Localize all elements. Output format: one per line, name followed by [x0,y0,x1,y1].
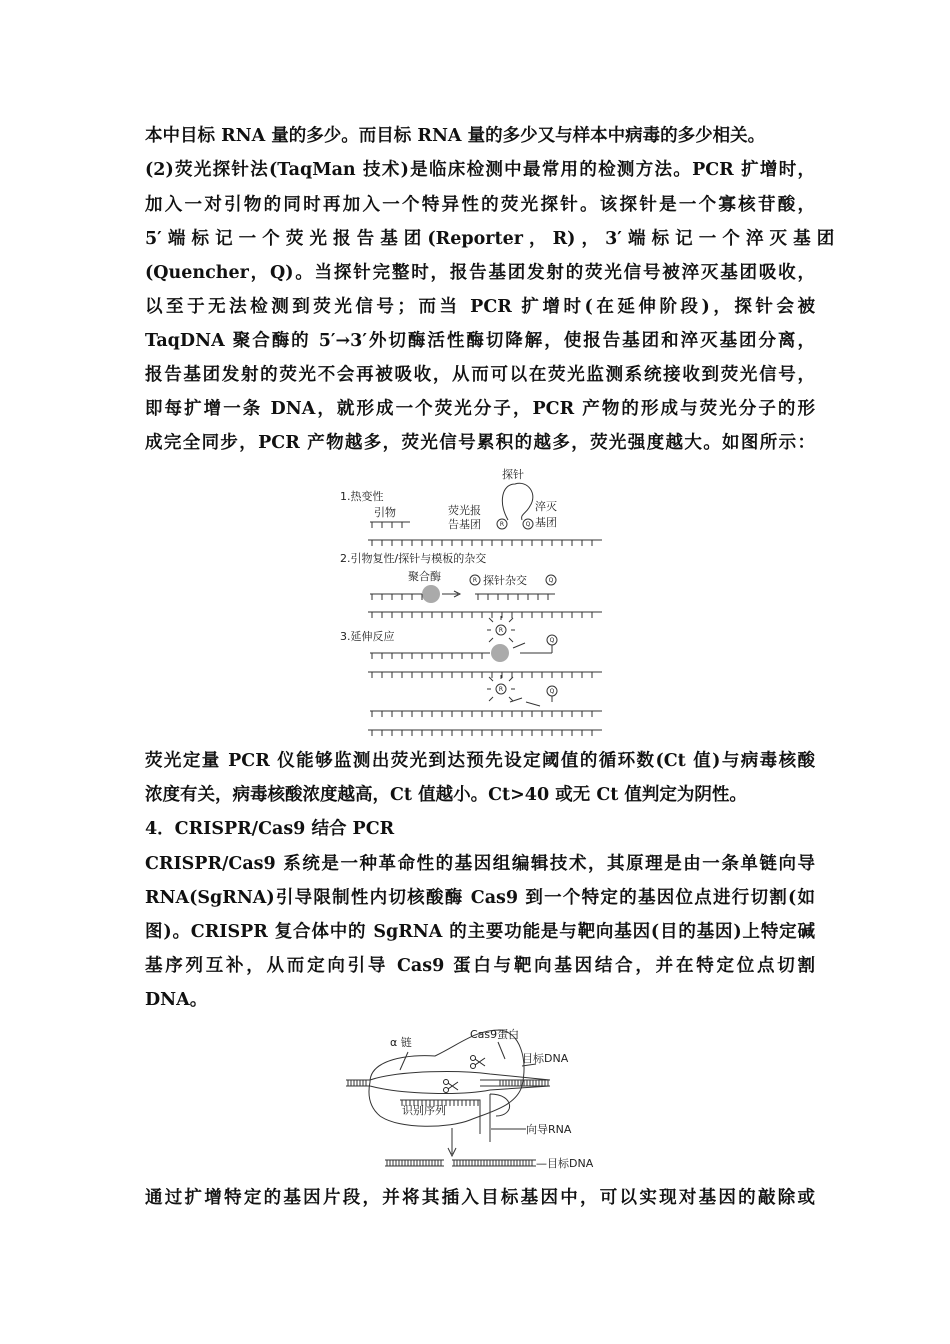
primer-label: 引物 [374,506,396,519]
text-line: (2)荧光探针法(TaqMan 技术)是临床检测中最常用的检测方法。PCR 扩增时， [145,160,815,180]
target-dna-bottom-label: —目标DNA [536,1157,594,1170]
section-heading: 4．CRISPR/Cas9 结合 PCR [145,819,395,839]
text-line: TaqDNA 聚合酶的 5′→3′外切酶活性酶切降解，使报告基团和淬灭基团分离， [145,331,815,351]
q-mark: Q [525,521,531,528]
r-mark: R [499,521,505,528]
text-line: 加入一对引物的同时再加入一个特异性的荧光探针。该探针是一个寡核苷酸， [145,195,815,215]
text-line: 报告基团发射的荧光不会再被吸收，从而可以在荧光监测系统接收到荧光信号， [145,365,815,385]
r-mark: R [498,686,504,693]
text-line: RNA(SgRNA)引导限制性内切核酸酶 Cas9 到一个特定的基因位点进行切割(如 [145,888,815,908]
polymerase-shape [491,644,509,662]
text-line: 本中目标 RNA 量的多少。而目标 RNA 量的多少又与样本中病毒的多少相关。 [145,126,766,146]
step3-label: 3.延伸反应 [340,630,395,643]
text-line: DNA。 [145,990,208,1010]
quencher-label: 淬灭 [535,500,557,513]
text-line: 成完全同步，PCR 产物越多，荧光信号累积的越多，荧光强度越大。如图所示： [145,433,815,453]
quencher-label: 基团 [535,516,557,529]
r-mark: R [472,577,478,584]
target-dna-label: 目标DNA [522,1052,569,1065]
step2-label: 2.引物复性/探针与模板的杂交 [340,552,487,565]
alpha-chain-label: α 链 [390,1036,412,1049]
text-line: CRISPR/Cas9 系统是一种革命性的基因组编辑技术，其原理是由一条单链向导 [145,854,815,874]
polymerase-shape [422,585,440,603]
q-mark: Q [549,688,555,695]
reporter-label: 告基团 [448,518,481,531]
probe-label: 探针 [502,468,524,481]
reporter-label: 荧光报 [448,504,481,517]
text-line: 5′ 端 标 记 一 个 荧 光 报 告 基 团 (Reporter ， R) ， 3′ 端 标 记 一 个 淬 灭 基 团 [145,229,835,249]
step1-label: 1.热变性 [340,490,384,503]
text-line: 浓度有关，病毒核酸浓度越高，Ct 值越小。Ct>40 或无 Ct 值判定为阴性。 [145,785,747,805]
cas9-protein-label: Cas9蛋白 [470,1028,520,1041]
guide-rna-label: 向导RNA [526,1123,572,1136]
q-mark: Q [549,637,555,644]
text-line: 荧光定量 PCR 仪能够监测出荧光到达预先设定阈值的循环数(Ct 值)与病毒核酸 [145,751,815,771]
scissors-icon [471,1056,486,1069]
scissors-icon [444,1080,459,1093]
crispr-cas9-diagram [340,1024,610,1174]
taqman-diagram [330,462,620,742]
text-line: 即每扩增一条 DNA，就形成一个荧光分子，PCR 产物的形成与荧光分子的形 [145,399,815,419]
hybridize-label: 探针杂交 [483,574,527,587]
text-line: 以至于无法检测到荧光信号；而当 PCR 扩增时(在延伸阶段)，探针会被 [145,297,815,317]
text-line: 通过扩增特定的基因片段，并将其插入目标基因中，可以实现对基因的敲除或 [145,1188,815,1208]
text-line: 基序列互补，从而定向引导 Cas9 蛋白与靶向基因结合，并在特定位点切割 [145,956,815,976]
polymerase-label: 聚合酶 [408,570,441,583]
text-line: 图)。CRISPR 复合体中的 SgRNA 的主要功能是与靶向基因(目的基因)上特定碱 [145,922,815,942]
r-mark: R [498,627,504,634]
text-line: (Quencher，Q)。当探针完整时，报告基团发射的荧光信号被淬灭基团吸收， [145,263,815,283]
q-mark: Q [548,577,554,584]
recognition-sequence-label: 识别序列 [402,1104,446,1117]
